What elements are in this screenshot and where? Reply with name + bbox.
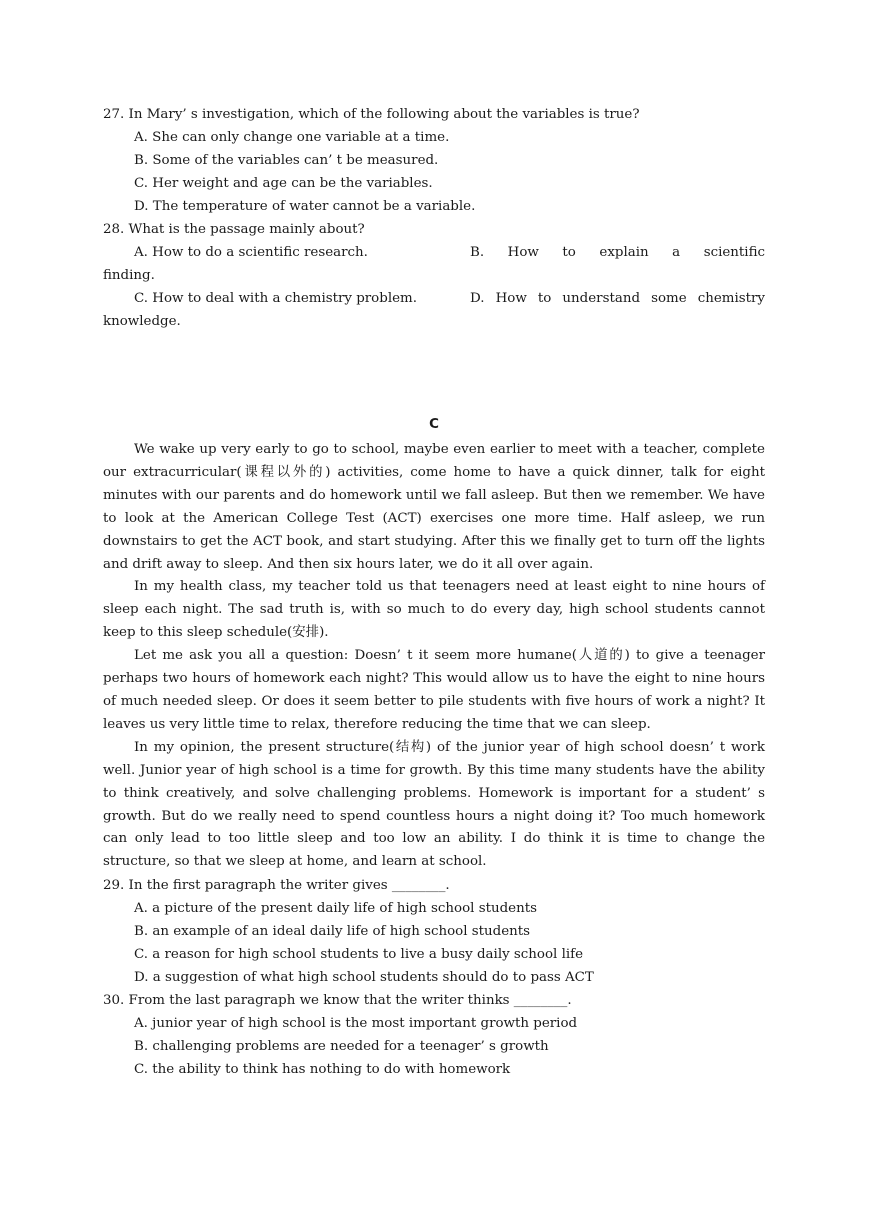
passage-paragraph-4: In my opinion, the present structure(结构) of the junior year of high school doesn’ t work well. Junior year of high school is a time for growth. By this time many students have the ability to think creatively, and solve challenging problems. Homework is important for a student’ s growth. But do we really need to spend countless hours a night doing it? Too much homework can only lead to too little sleep and too low an ability. I do think it is time to change the structure, so that we sleep at home, and learn at school. — [103, 739, 765, 870]
option-b: B. challenging problems are needed for a teenager’ s growth — [134, 1039, 549, 1055]
passage-paragraph-2: In my health class, my teacher told us that teenagers need at least eight to nine hours of sleep each night. The sad truth is, with so much to do every day, high school students cannot keep to this sleep schedule(安排). — [103, 579, 765, 641]
option-d: D. How to understand some chemistry — [470, 291, 765, 306]
option-c: C. Her weight and age can be the variables. — [134, 176, 433, 191]
option-a: A. She can only change one variable at a time. — [134, 130, 450, 145]
option-d-continued: knowledge. — [103, 314, 181, 329]
document-page — [103, 103, 765, 1081]
option-a: A. a picture of the present daily life of high school students — [134, 901, 537, 917]
question-29 — [103, 874, 765, 989]
option-a: A. junior year of high school is the most important growth period — [134, 1016, 578, 1032]
question-30 — [103, 989, 765, 1081]
question-27 — [103, 103, 765, 218]
question-stem: 30. From the last paragraph we know that the writer thinks ________. — [103, 993, 572, 1009]
option-b: B. Some of the variables can’ t be measured. — [134, 153, 439, 168]
question-28 — [103, 218, 765, 333]
option-b-continued: finding. — [103, 268, 155, 283]
question-stem: 27. In Mary’ s investigation, which of the following about the variables is true? — [103, 107, 640, 122]
passage-paragraph-1: We wake up very early to go to school, maybe even earlier to meet with a teacher, complete our extracurricular(课程以外的) activities, come home to have a quick dinner, talk for eight minutes with our parents and do homework until we fall asleep. But then we remember. We have to look at the American College Test (ACT) exercises one more time. Half asleep, we run downstairs to get the ACT book, and start studying. After this we finally get to turn off the lights and drift away to sleep. And then six hours later, we do it all over again. — [103, 442, 765, 572]
passage-paragraph-3: Let me ask you all a question: Doesn’ t it seem more humane(人道的) to give a teenager perhaps two hours of homework each night? This would allow us to have the eight to nine hours of much needed sleep. Or does it seem better to pile students with five hours of work a night? It leaves us very little time to relax, therefore reducing the time that we can sleep. — [103, 648, 765, 732]
option-c: C. How to deal with a chemistry problem. — [134, 291, 417, 306]
option-b: B. an example of an ideal daily life of high school students — [134, 924, 531, 940]
option-d: D. a suggestion of what high school students should do to pass ACT — [134, 970, 594, 986]
option-b: B. How to explain a scientific — [470, 245, 765, 260]
option-d: D. The temperature of water cannot be a variable. — [134, 199, 476, 214]
question-stem: 28. What is the passage mainly about? — [103, 222, 365, 237]
option-a: A. How to do a scientific research. — [134, 245, 368, 260]
option-c: C. the ability to think has nothing to do with homework — [134, 1062, 511, 1078]
section-heading: C — [429, 417, 439, 432]
option-c: C. a reason for high school students to live a busy daily school life — [134, 947, 584, 963]
question-stem: 29. In the first paragraph the writer gives ________. — [103, 878, 450, 894]
passage — [103, 439, 765, 874]
